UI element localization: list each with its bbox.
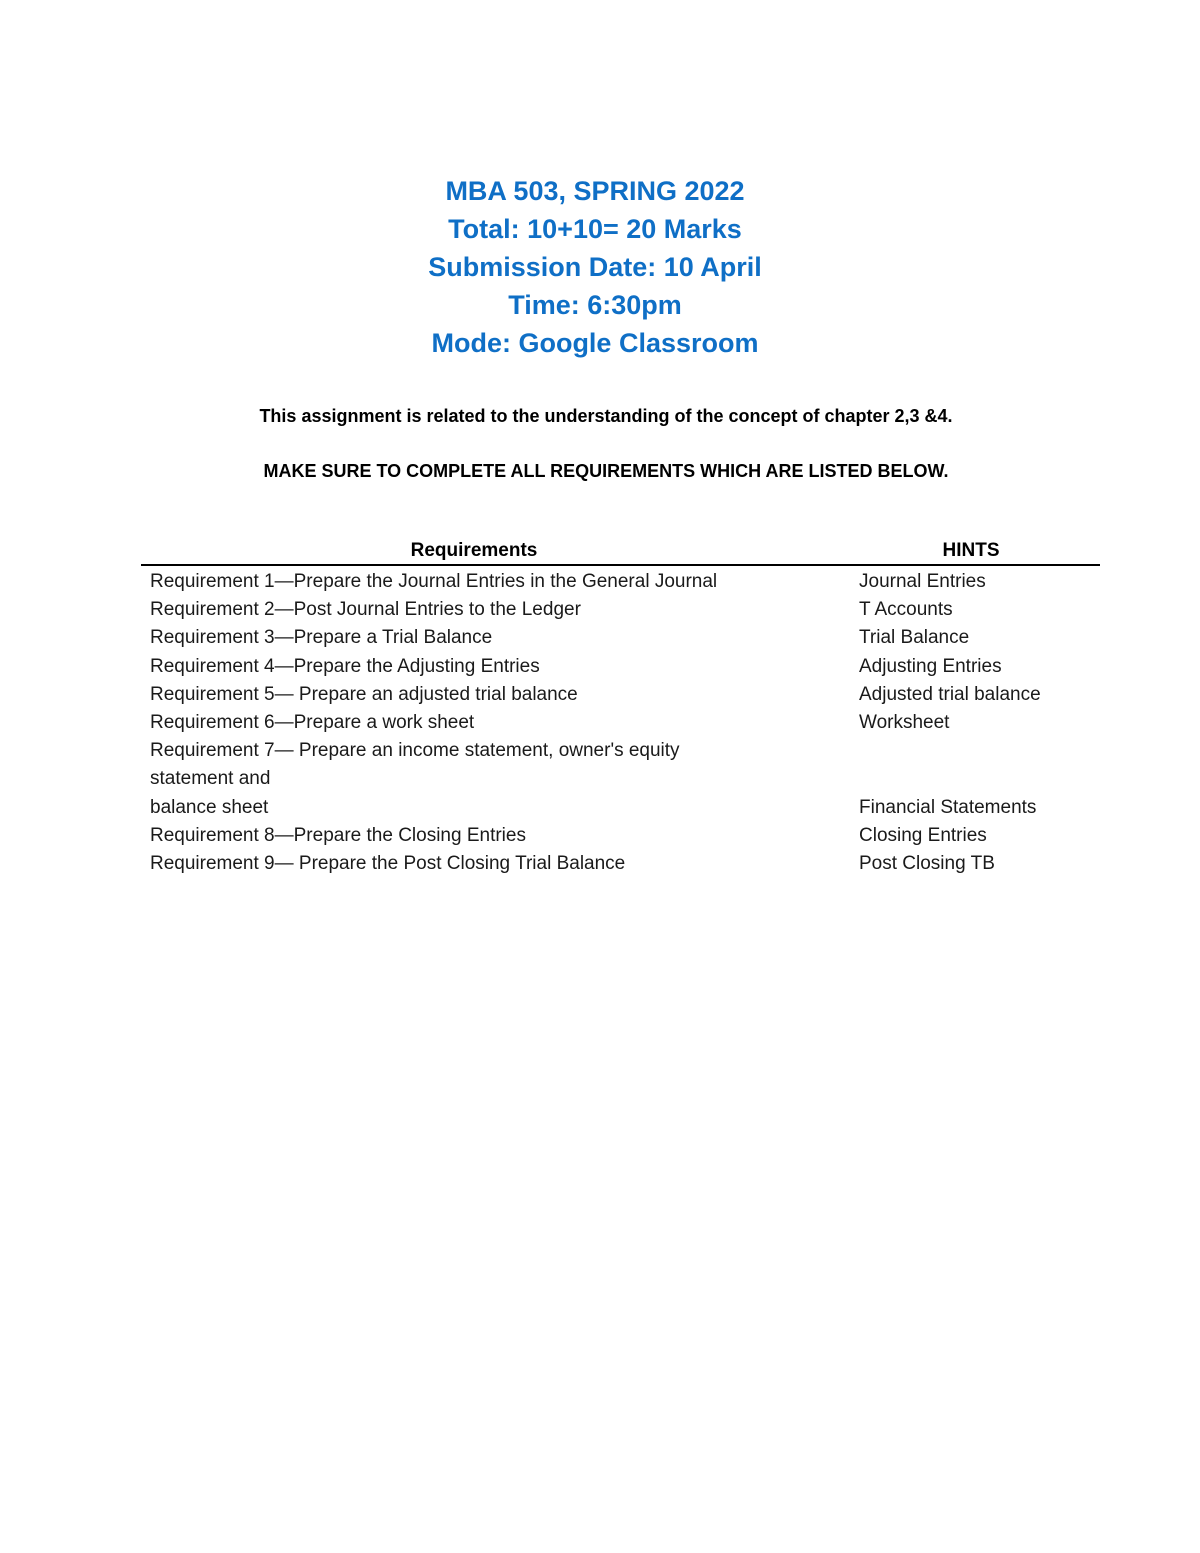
requirement-cell — [141, 709, 859, 737]
requirement-text-line: Requirement 7— Prepare an income statement, owner's equity — [150, 740, 680, 762]
hint-text: Post Closing TB — [859, 853, 995, 875]
requirement-cell — [141, 822, 859, 850]
hint-text: Closing Entries — [859, 824, 987, 846]
hint-text: Journal Entries — [859, 571, 986, 592]
hint-text: Financial Statements — [859, 796, 1037, 818]
requirement-text: Requirement 6—Prepare a work sheet — [150, 712, 475, 734]
requirement-cell — [141, 624, 859, 652]
table-row — [141, 709, 1100, 737]
requirement-text: Requirement 5— Prepare an adjusted trial balance — [150, 683, 578, 705]
table-row — [141, 653, 1100, 681]
table-row — [141, 822, 1100, 850]
requirement-text-line: balance sheet — [150, 796, 269, 818]
hint-cell — [859, 822, 1100, 850]
table-row — [141, 568, 1100, 596]
requirement-cell — [141, 653, 859, 681]
requirements-notice: MAKE SURE TO COMPLETE ALL REQUIREMENTS WHICH ARE LISTED BELOW. — [263, 461, 949, 481]
hint-cell — [859, 624, 1100, 652]
requirements-table — [141, 538, 1100, 878]
table-row — [141, 681, 1100, 709]
submission-date: Submission Date: 10 April — [428, 252, 762, 282]
hint-text: Adjusted trial balance — [859, 683, 1041, 705]
requirement-text-line: statement and — [150, 768, 271, 790]
assignment-intro: This assignment is related to the understanding of the concept of chapter 2,3 &4. — [259, 406, 953, 426]
requirement-text: Requirement 3—Prepare a Trial Balance — [150, 627, 493, 649]
hint-text: Adjusting Entries — [859, 655, 1002, 677]
table-body — [141, 566, 1100, 878]
hint-text: Worksheet — [859, 712, 950, 734]
requirement-text: Requirement 4—Prepare the Adjusting Entries — [150, 655, 540, 677]
requirement-text: Requirement 9— Prepare the Post Closing Trial Balance — [150, 853, 626, 875]
submission-time: Time: 6:30pm — [508, 290, 682, 320]
table-row — [141, 596, 1100, 624]
hints-column-header: HINTS — [942, 540, 1000, 561]
hint-cell — [859, 568, 1100, 596]
hint-cell — [859, 709, 1100, 737]
requirements-column-header: Requirements — [410, 540, 538, 561]
requirement-cell — [141, 681, 859, 709]
requirement-text: Requirement 1—Prepare the Journal Entries in the General Journal — [150, 571, 718, 592]
table-row — [141, 624, 1100, 652]
table-row — [141, 737, 1100, 822]
course-title: MBA 503, SPRING 2022 — [445, 176, 745, 206]
hint-text: T Accounts — [859, 599, 953, 621]
total-marks: Total: 10+10= 20 Marks — [448, 214, 742, 244]
hint-text: Trial Balance — [859, 627, 970, 649]
requirement-cell — [141, 596, 859, 624]
requirement-text: Requirement 8—Prepare the Closing Entries — [150, 824, 526, 846]
table-row — [141, 850, 1100, 878]
hint-cell — [859, 850, 1100, 878]
hint-cell — [859, 737, 1100, 822]
requirement-cell — [141, 568, 859, 596]
table-header — [141, 538, 1100, 566]
requirement-cell — [141, 737, 859, 822]
requirement-cell — [141, 850, 859, 878]
hint-cell — [859, 681, 1100, 709]
hint-cell — [859, 653, 1100, 681]
requirement-text: Requirement 2—Post Journal Entries to the Ledger — [150, 599, 581, 621]
assignment-header — [0, 172, 1190, 362]
hint-cell — [859, 596, 1100, 624]
submission-mode: Mode: Google Classroom — [431, 328, 759, 358]
